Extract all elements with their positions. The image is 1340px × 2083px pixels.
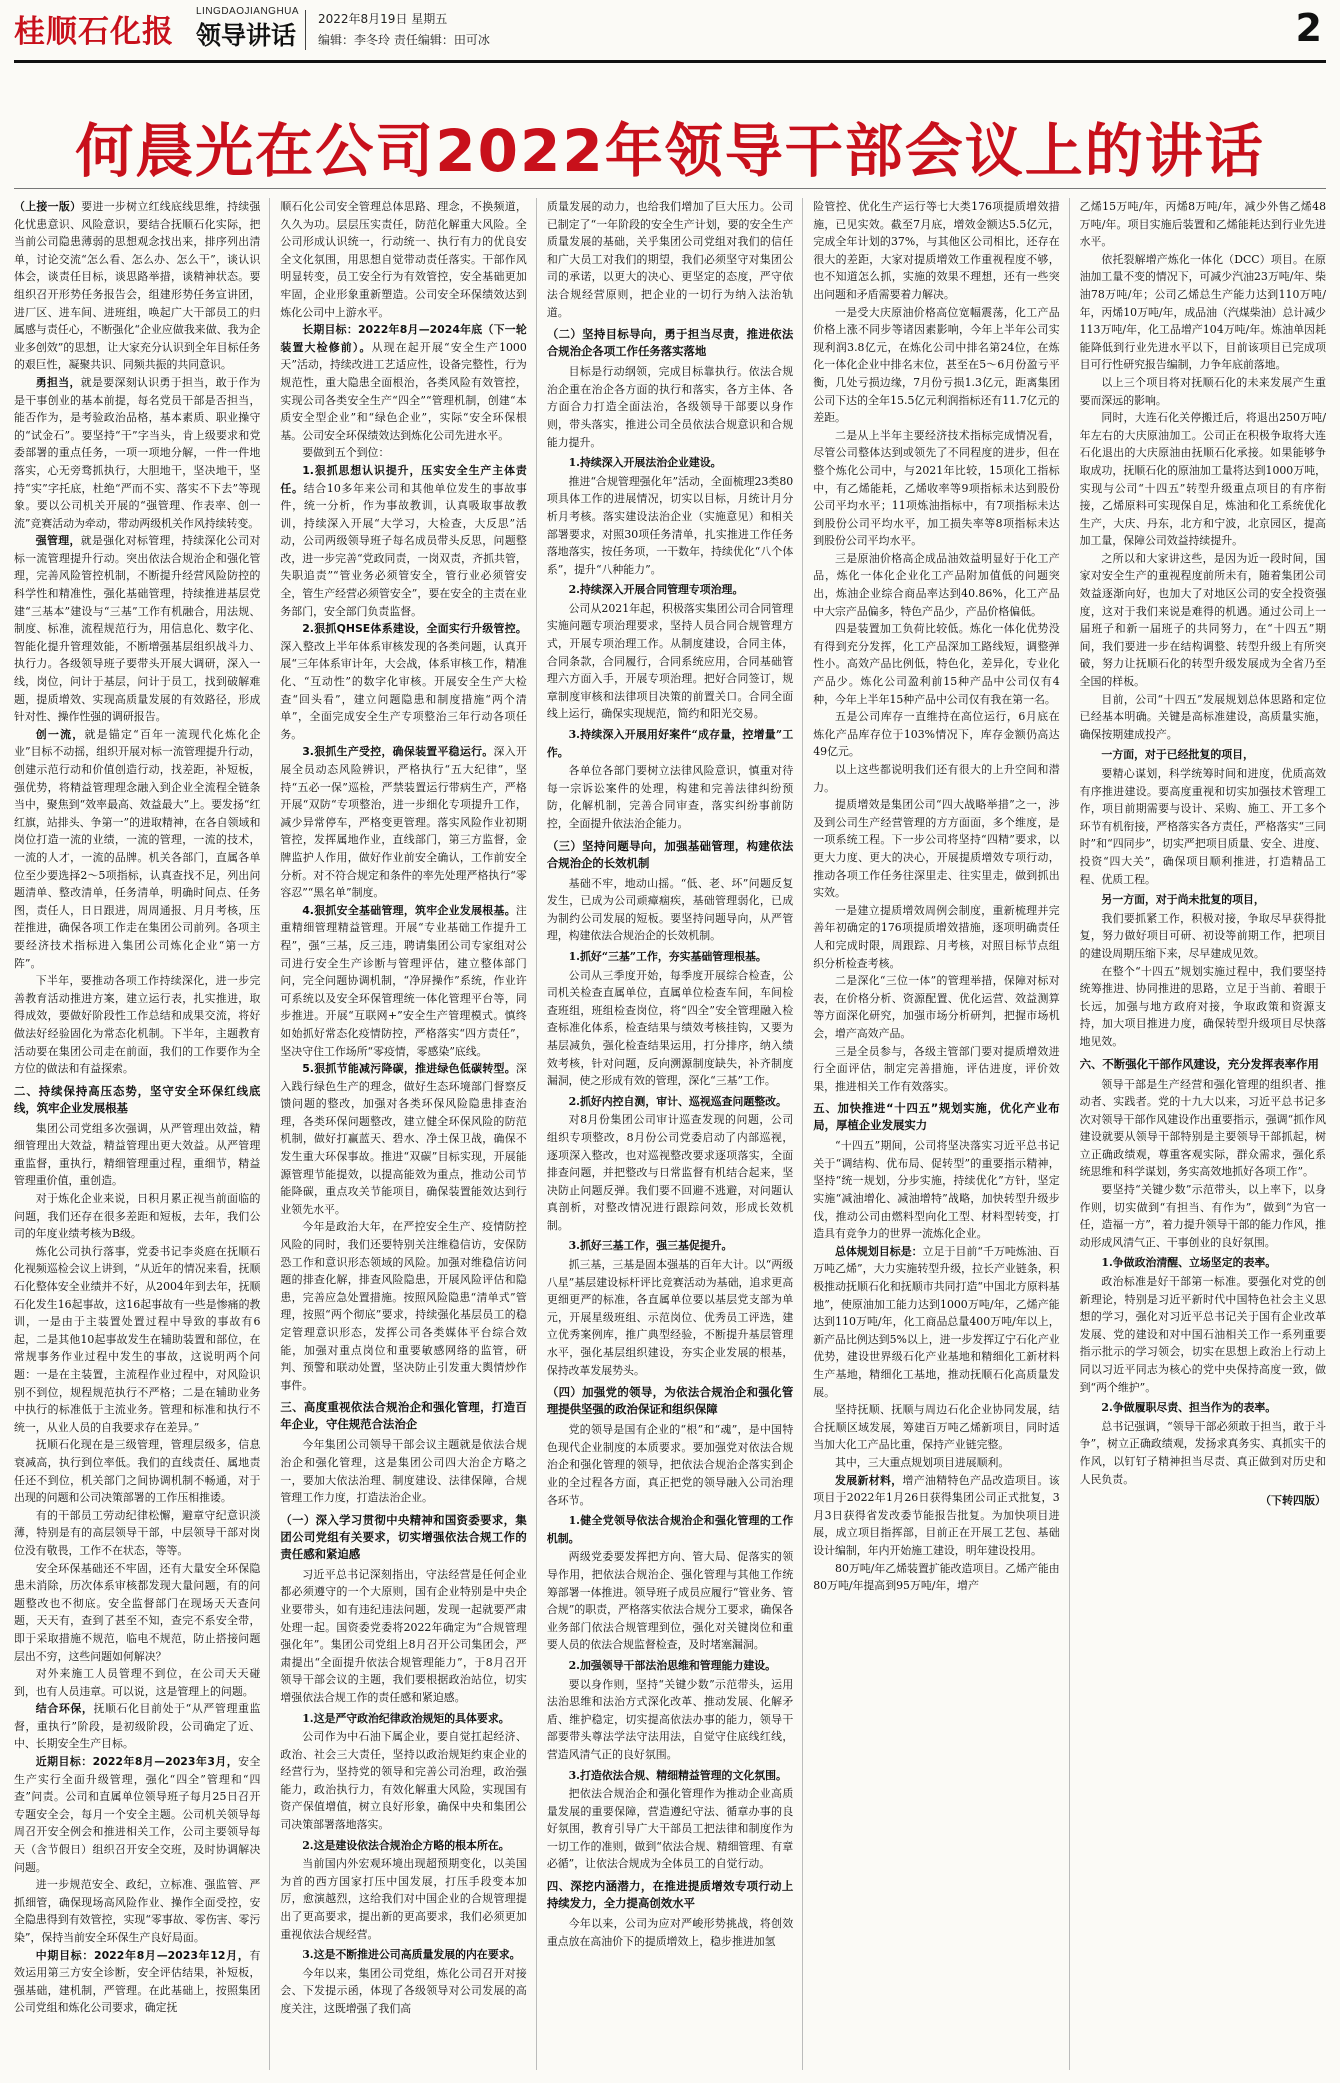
paragraph-text: 之所以和大家讲这些，是因为近一段时间，国家对安全生产的重视程度前所未有，随着集团公司效益逐渐向好，也加大了对地区公司的安全投资强度，这对于我们来说是难得的机遇。通过公司上一届班子和新一届班子的共同努力，在“十四五”期间，我们要进一步在结构调整、转型升级上有所突破，努力让抚顺石化的转型升级发展成为全省乃至全国的样板。 (1079, 551, 1327, 689)
paragraph-lead-label: 3.狠抓生产受控，确保装置平稳运行。 (302, 745, 494, 759)
paragraph-text: 要精心谋划，科学统筹时间和进度，优质高效有序推进建设。要高度重视和切实加强技术管理工作，项目前期需要与设计、采购、施工、开工多个环节有机衔接，严格落实各方责任，严格落实“三同时”和“四同步”，切实严把项目质量、安全、进度、投资“四大关”，确保项目顺利推进，打造精品工程、优质工程。 (1079, 767, 1327, 886)
paragraph (547, 473, 793, 579)
paragraph-text: 三是全员参与，各级主管部门要对提质增效进行全面评估，制定完善措施，评估进度，评价效果，推进相关工作有效落实。 (813, 1044, 1060, 1093)
paragraph-text: 把依法合规治企和强化管理作为推动企业高质量发展的重要保障，营造遵纪守法、循章办事的良好氛围，教育引导广大干部员工把法律和制度作为一切工作的准则，做到“依法合规、精细管理、有章必循”，让依法合规成为全体员工的自觉行动。 (546, 1787, 794, 1871)
subsection-heading: 1.抓好“三基”工作，夯实基础管理根基。 (568, 949, 767, 963)
paragraph (280, 321, 526, 444)
article-column-1 (14, 198, 270, 2070)
paragraph (547, 967, 793, 1090)
paragraph (1080, 910, 1326, 963)
paragraph-text: 进一步规范安全、政纪，立标准、强监管、严抓细管，确保现场高风险作业、操作全面受控，安全隐患得到有效管控，实现“零事故、零伤害、零污染”，保持当前安全环保生产良好局面。 (14, 1878, 261, 1944)
paragraph-text: 安全生产实行全面升级管理，强化“四全”管理和“四查”问责。公司和直属单位领导班子每月25日召开专题安全会，每月一个安全主题。公司机关领导每周召开安全例会和推进相关工作，公司主要领导每天（含节假日）组织召开安全交班，及时协调解决问题。 (14, 1755, 261, 1874)
paragraph (280, 1728, 526, 1834)
subsection-heading: 3.这是不断推进公司高质量发展的内在要求。 (302, 1948, 521, 1962)
paragraph (280, 1566, 526, 1707)
paragraph-lead-label: 创一流， (35, 727, 85, 741)
paragraph-text: 二是深化“三位一体”的管理举措，保障对标对表，在价格分析、资源配置、优化运营、效益测算等方面深化研究，加强市场分析研判，把握市场机会，增产高效产品。 (813, 974, 1060, 1040)
paragraph-text: 集团公司党组多次强调，从严管理出效益，精细管理出大效益，精益管理出更大效益。从严管理重监督，重执行，精细管理重过程，重细节，精益管理重价值，重创造。 (14, 1121, 261, 1188)
paragraph (14, 1876, 260, 1946)
paragraph-text: 今年以来，集团公司党组，炼化公司召开对接会、下发提示函，体现了各级领导对公司发展的高度关注，这既增强了我们高 (280, 1966, 527, 2015)
paragraph (813, 1454, 1059, 1472)
paragraph (547, 1548, 793, 1654)
paragraph-lead-label: 发展新材料， (835, 1473, 903, 1487)
paragraph-lead-label: 2.狠抓QHSE体系建设，全面实行升级管控。 (302, 622, 527, 636)
newspaper-name: 桂顺石化报 (14, 14, 174, 50)
paragraph-text: 质量发展的动力，也给我们增加了巨大压力。公司已制定了“一年阶段的安全生产计划，要的安全生产质量发展的基础，关乎集团公司党组对我们的信任和广大员工对我们的期望，我们必须坚守对集团公司的承诺，以更大的决心、更坚定的态度，严守依法合规经营原则，把企业的一切行为纳入法治轨道。 (546, 200, 794, 319)
subsection-heading: 3.持续深入开展用好案件“成存量，控增量”工作。 (546, 728, 794, 759)
paragraph-text: 公司从2021年起，积极落实集团公司合同管理实施问题专项治理要求，坚持人员合同合规管理方式，开展专项治理工作。从制度建设，合同主体，合同条款，合同履行，合同系统应用，合同基础管理六方面入手，开展专项治理。把好合同签订，规章制度审核和法律项目决策的前置关口。合同全面线上运行，确保实现规范，简约和阳光交易。 (546, 601, 794, 721)
paragraph-text: 四是装置加工负荷比较低。炼化一体化优势没有得到充分发挥，化工产品深加工路线短，调整弹性小。高效产品比例低，特色化，差异化，专业化产品少。炼化公司盈利前15种产品中公司仅有4种，今年上半年15种产品中公司仅有我在第一名。 (813, 622, 1060, 706)
paragraph (280, 1218, 526, 1394)
paragraph (280, 902, 526, 1060)
paragraph-text: 两级党委要发挥把方向、管大局、促落实的领导作用，把依法合规治企、强化管理与其他工作统筹部署一体推进。领导班子成员应履行“管业务、管合规”的职责，严格落实依法合规分工要求，确保各业务部门依法合规管理到位，强化对关键岗位和重要人员的依法合规监督检查，及时堵塞漏洞。 (546, 1550, 794, 1652)
paragraph (547, 1111, 793, 1234)
paragraph-text: 在整个“十四五”规划实施过程中，我们要坚持统筹推进、协同推进的思路，立足于当前、着眼于长远，加强与地方政府对接，争取政策和资源支持，加大项目推进力度，确保转型升级项目尽快落地见效。 (1079, 964, 1327, 1048)
paragraph (14, 1507, 260, 1560)
paragraph (547, 1676, 793, 1764)
paragraph-lead-label: 近期目标：2022年8月—2023年3月， (35, 1755, 239, 1769)
paragraph-text: 同时，大连石化关停搬迁后，将退出250万吨/年左右的大庆原油加工。公司正在积极争取将大连石化退出的大庆原油由抚顺石化承接。如果能够争取成功，抚顺石化的原油加工量将达到1000万吨，实现与公司“十四五”转型升级重点项目的有序衔接，乙烯原料可实现保自足，炼油和化工系统优化生产，大庆、丹东，北方和宁波，北京园区，提高加工量，保障公司效益持续提升。 (1079, 411, 1327, 548)
section-heading: （四）加强党的领导，为依法合规治企和强化管理提供坚强的政治保证和组织保障 (546, 1385, 794, 1417)
paragraph-lead-label: 1.狠抓思想认识提升，压实安全生产主体责任。 (280, 463, 527, 495)
section-divider (305, 10, 306, 50)
article-column-4 (813, 198, 1069, 2070)
subsection-heading: 1.健全党领导依法合规治企和强化管理的工作机制。 (546, 1514, 794, 1545)
paragraph (813, 761, 1059, 796)
article-column-3 (547, 198, 803, 2070)
paragraph-text: 要进一步树立红线底线思维，持续强化忧患意识、风险意识，要结合抚顺石化实际，把当前公司隐患薄弱的思想观念找出来，排序列出清单，讨论交流“怎么看、怎么办、怎么干”，谈认识体会，谈责任目标，谈思路举措，谈精神状态。要组织召开形势任务报告会，组建形势任务宣讲团，进厂区、进车间、进班组，唤起广大干部员工的归属感与责任心，不断强化“企业应做我来做、我为企业多创效”的思想，让大家充分认识到全年目标任务的艰巨性，凝聚共识、同频共振的共同意识。 (14, 200, 261, 372)
section-heading: 五、加快推进“十四五”规划实施，优化产业布局，厚植企业发展实力 (813, 1101, 1060, 1133)
paragraph (547, 1785, 793, 1873)
paragraph-text: “十四五”期间，公司将坚决落实习近平总书记关于“调结构、优布局、促转型”的重要指示精神，坚持“统一规划，分步实施，持续优化”方针，坚定实施“减油增化、减油增特”战略，加快转型升级步伐，推动公司由燃料型向化工型、材料型转变，打造具有竞争力的世界一流炼化企业。 (813, 1139, 1060, 1241)
paragraph (280, 444, 526, 462)
paragraph (547, 1915, 793, 1950)
paragraph (14, 1753, 260, 1876)
paragraph-text: 目标是行动纲领，完成目标靠执行。依法合规治企重在治企各方面的执行和落实，各方主体、各方面合力打造全面法治，各级领导干部要以身作则，带头落实，推进公司全员依法合规意识和合规能力提升。 (546, 365, 794, 449)
section-heading: （三）坚持问题导向，加强基础管理，构建依法合规治企的长效机制 (546, 838, 794, 870)
paragraph-text: 提质增效是集团公司“四大战略举措”之一，涉及到公司生产经营管理的方方面面，多个维度，是一项系统工程。下一步公司将坚持“四精”要求，以更大力度、更大的决心，开展提质增效专项行动，推动各项工作任务往深里走、往实里走，做到抓出实效。 (813, 798, 1060, 900)
masthead (0, 0, 1340, 62)
paragraph (14, 1190, 260, 1243)
subsection-heading: 2.持续深入开展合同管理专项治理。 (568, 583, 744, 597)
paragraph (1080, 550, 1326, 691)
paragraph-text: 对8月份集团公司审计巡查发现的问题，公司组织专项整改，8月份公司党委启动了内部巡视，逐项深入整改，也对巡视整改要求逐项落实，全面排查问题，并把整改与日常监督有机结合起来，坚决防止问题反弹。我们要不回避不逃避，对问题认真剖析，对整改情况进行跟踪问效，形成长效机制。 (546, 1113, 794, 1232)
paragraph-text: 顺石化公司安全管理总体思路、理念，不换频道，久久为功。层层压实责任，防范化解重大风险。全公司形成认识统一，行动统一、执行有力的优良安全文化氛围，用思想自觉带动责任落实。干部作风明显转变，员工安全行为有效管控，安全基础更加牢固，企业形象重新塑造。公司安全环保绩效达到炼化公司中上游水平。 (280, 200, 527, 319)
subsection-heading: 一方面，对于已经批复的项目， (1101, 748, 1254, 762)
subsection-heading: 3.打造依法合规、精细精益管理的文化氛围。 (568, 1768, 787, 1782)
paragraph-text: 安全环保基础还不牢固，还有大量安全环保隐患未消除，历次体系审核都发现大量问题，有的问题整改也不彻底。安全监督部门在现场天天查问题，天天有，查到了甚至不知，查完不系安全带，即于采取措施不规范，临电不规范，防止搭接问题层出不穷，这些问题如何解决？ (14, 1561, 261, 1663)
article-columns (14, 198, 1326, 2070)
paragraph-text: 下半年，要推动各项工作持续深化，进一步完善教育活动推进方案，建立运行表，扎实推进，取得成效，要做好阶段性工作总结和成果交流，将好做法好经验固化为常态化机制。下半年，主题教育活动要在集团公司走在前面，我们的工作要作为全方位的做法和有益探索。 (14, 974, 261, 1076)
paragraph (1080, 1181, 1326, 1251)
paragraph-text: 深入整改上半年体系审核发现的各类问题，认真开展“三年体系审计年，大会战，体系审核工作，精准化、“互动性”的数字化审核。开展安全生产大检查“回头看”，建立问题隐患和制度措施“两个清单”，全面完成安全生产专项整治三年行动各项任务。 (280, 639, 527, 741)
paragraph-text: 要以身作则，坚持“关键少数”示范带头，运用法治思维和法治方式深化改革、推动发展、化解矛盾、维护稳定，切实提高依法办事的能力，领导干部要带头尊法学法守法用法，自觉守住底线红线，营造风清气正的良好氛围。 (546, 1677, 794, 1761)
subsection-heading: 3.抓好三基工作，强三基促提升。 (568, 1239, 733, 1253)
masthead-rule (14, 60, 1326, 63)
paragraph-text: 总书记强调，“领导干部必须敢于担当，敢于斗争”，树立正确政绩观，发扬求真务实、真抓实干的作风，以钉钉子精神担当尽责、真正做到对历史和人民负责。 (1079, 1419, 1327, 1486)
paragraph-text: 各单位各部门要树立法律风险意识，慎重对待每一宗诉讼案件的处理，构建和完善法律纠纷预防，化解机制，完善合同审查，落实纠纷事前防控，全面提升依法治企能力。 (546, 764, 794, 830)
paragraph-text: 推进“合规管理强化年”活动，全面梳理23类80项具体工作的进展情况，切实以目标，月统计月分析月考核。落实建设法治企业（实施意见）和相关部署要求，对照30项任务清单，扎实推进工作任务落地落实，按任务项，一干数年，持续优化“八个体系”，提升“八种能力”。 (546, 474, 794, 576)
paragraph-text: 我们要抓紧工作，积极对接，争取尽早获得批复，努力做好项目可研、初设等前期工作，把项目的建设周期压缩下来，尽早建成见效。 (1079, 911, 1327, 960)
paragraph (813, 1243, 1059, 1401)
paragraph (280, 198, 526, 321)
paragraph (813, 796, 1059, 902)
paragraph (14, 1243, 260, 1437)
paragraph (813, 708, 1059, 761)
section-heading: （二）坚持目标导向，勇于担当尽责，推进依法合规治企各项工作任务落实落地 (546, 327, 794, 359)
paragraph-text: 习近平总书记深刻指出，守法经营是任何企业都必须遵守的一个大原则，国有企业特别是中央企业要带头，如有违纪违法问题，发现一起就要严肃处理一起。国资委党委将2022年确定为“合规管理强化年”。集团公司党组上8月召开公司集团会，严肃提出“全面提升依法合规管理能力”，于8月召开领导干部会议的主题，我们要根据政治站位，切实增强依法合规工作的责任感和紧迫感。 (280, 1567, 527, 1704)
paragraph-text: 要坚持“关键少数”示范带头，以上率下，以身作则，切实做到“有担当、有作为”，做到“为官一任，造福一方”，着力提升领导干部的能力作风，推动形成风清气正、干事创业的良好氛围。 (1079, 1183, 1327, 1249)
section-heading: 三、高度重视依法合规治企和强化管理，打造百年企业，守住规范合法治企 (280, 1400, 527, 1432)
paragraph-text: 对外来施工人员管理不到位，在公司天天碰到，也有人员违章。可以说，这是管理上的问题。 (14, 1667, 261, 1698)
paragraph (280, 1855, 526, 1943)
paragraph (280, 620, 526, 743)
paragraph (813, 198, 1059, 304)
paragraph-text: 三是原油价格高企成品油效益明显好于化工产品，炼化一体化企业化工产品附加值低的问题突出，炼油企业综合商品率达到40.86%，化工产品中大宗产品偏多，特色产品少，产品价格偏低。 (813, 551, 1060, 618)
paragraph-text: 五是公司库存一直维持在高位运行，6月底在炼化产品库存位于103%情况下，库存金额仍高达49亿元。 (813, 710, 1060, 759)
paragraph-lead-label: 中期目标：2022年8月—2023年12月， (35, 1948, 250, 1962)
paragraph-text: 基础不牢，地动山摇。“低、老、坏”问题反复发生，已成为公司顽瘴痼疾，基础管理弱化，已成为制约公司发展的短板。要坚持问题导向，从严管理，构建依法合规治企的长效机制。 (546, 876, 794, 943)
editor-credits: 编辑：李冬玲 责任编辑：田可冰 (318, 33, 490, 47)
paragraph (280, 1965, 526, 2018)
subsection-heading: 1.争做政治清醒、立场坚定的表率。 (1101, 1256, 1277, 1270)
paragraph-text: 党的领导是国有企业的“根”和“魂”，是中国特色现代企业制度的本质要求。要加强党对依法合规治企和强化管理的领导，把依法合规治企落实到企业的全过程各方面，真正把党的领导融入公司治理各环节。 (546, 1423, 794, 1507)
paragraph (1080, 198, 1326, 251)
paragraph-text: 今年是政治大年，在严控安全生产、疫情防控风险的同时，我们还要特别关注维稳信访，安保防恐工作和意识形态领域的风险。加强对维稳信访问题的排查化解，排查风险隐患，开展风险评估和隐患，完善应急处置措施。按照风险隐患“清单式”管理，按照“两个彻底”要求，持续强化基层员工的稳定管理意识形态，发挥公司各类媒体平台综合效能，加强对重点岗位和重要敏感网络的监管，研判、预警和联动处置，坚决防止引发重大舆情炒作事件。 (280, 1220, 527, 1392)
paragraph (547, 1256, 793, 1379)
paragraph-text: 依托裂解增产炼化一体化（DCC）项目。在原油加工量不变的情况下，可减少汽油23万吨/年、柴油78万吨/年；公司乙烯总生产能力达到110万吨/年，丙烯10万吨/年，成品油（汽煤柴油）总计减少113万吨/年，化工品增产104万吨/年。炼油单因耗能降低到行业先进水平以下，目前该项目已完成项目可行性研究报告编制，力争年底前落地。 (1079, 252, 1327, 372)
subsection-heading: 1.持续深入开展法治企业建设。 (568, 456, 722, 470)
paragraph (1080, 409, 1326, 550)
paragraph-text: 对于炼化企业来说，日积月累正视当前面临的问题，我们还存在很多差距和短板，去年，我们公司的年度业绩考核为B级。 (14, 1192, 261, 1241)
paragraph-text: 炼化公司执行落事，党委书记李炎庭在抚顺石化视频巡检会议上讲到，“从近年的情况来看，抚顺石化整体安全业绩并不好，从2004年到去年，抚顺石化发生16起事故，这16起事故有一些是惨痛的教训，一是由于主装置处置过程中导致的事故有6起，二是其他10起事故发生在辅助装置和部位，在常规事务作业过程中发生的事故，这说明两个问题：一是在主装置，主流程作业过程中，对风险识别不到位，规程规范执行不严格；二是在辅助业务中执行的标准低于主流业务。管理和标准和执行不统一，从业人员的自我要求存在差异。” (14, 1244, 261, 1434)
paragraph (14, 1120, 260, 1190)
paragraph (813, 1043, 1059, 1096)
issue-date: 2022年8月19日 星期五 (318, 12, 448, 26)
paragraph (280, 743, 526, 901)
paragraph-text: 深入开展全员动态风险辨识，严格执行“五大纪律”，坚持“五必一保”巡检，严禁装置运行带病生产，严格开展“双防“专项整治，进一步细化专项提升工作，减少异常停车，严格变更管理。落实风险作业初期管控，发挥属地作业，直线部门，第三方监督，金牌监护人作用，做好作业前安全确认，工作前安全分析。对不符合规定和条件的率先处理严格执行“零容忍”“黑名单”制度。 (280, 745, 527, 900)
paragraph (14, 1665, 260, 1700)
section-heading: 六、不断强化干部作风建设，充分发挥表率作用 (1079, 1056, 1319, 1071)
paragraph-text: 一是建立提质增效周例会制度，重新梳理并完善年初确定的176项提质增效措施，逐项明确责任人和完成时限，周跟踪、月考核，对照目标节点组织分析检查考核。 (813, 903, 1060, 970)
article-column-2 (280, 198, 536, 2070)
section-title: 领导讲话 (196, 21, 297, 50)
section-heading: （一）深入学习贯彻中央精神和国资委要求，集团公司党组有关要求，切实增强依法合规工作的责任感和紧迫感 (280, 1512, 527, 1561)
paragraph-text: 抓三基，三基是固本强基的百年大计。以“两级八星”基层建设标杆评比竞赛活动为基础，追求更高更细更严的标准，各直属单位要以基层党支部为单元，开展星级班组、示范岗位、优秀员工评选，建立优秀案例库，推广典型经验，不断提升基层管理水平，强化基层组织建设，夯实企业发展的根基，保持改革发展势头。 (546, 1258, 794, 1377)
paragraph-text: 增产油精特色产品改造项目。该项目于2022年1月26日获得集团公司正式批复，3月3日获得省发改委节能报告批复。为加快项目进展，成立项目指挥部，目前正在开展工艺包、基础设计编制，年内开始施工建设，明年建设投用。 (813, 1473, 1060, 1557)
paragraph-text: 注重精细管理精益管理。开展“专业基础工作提升工程”，强“三基，反三违，聘请集团公司专家组对公司进行安全生产诊断与管理评估，建立整体部门问，完全问题协调机制，“净屏操作”系统，作业许可系统以及安全环保管理统一体化管理平台等，同步推进。开展“互联网+”安全生产管理模式。慎终如始抓好常态化疫情防控，严格落实“四方责任”，坚决守住工作场所“零疫情，零感染”底线。 (280, 903, 527, 1058)
paragraph (813, 972, 1059, 1042)
paragraph-text: 80万吨/年乙烯装置扩能改造项目。乙烯产能由80万吨/年提高到95万吨/年，增产 (813, 1561, 1060, 1593)
paragraph (1080, 963, 1326, 1051)
paragraph (813, 427, 1059, 550)
subsection-heading: 另一方面，对于尚未批复的项目， (1101, 893, 1265, 907)
paragraph-text: 有的干部员工劳动纪律松懈，避章守纪意识淡薄，特别是有的高层领导干部，中层领导干部对岗位没有敬畏，工作不在状态，等等。 (14, 1508, 261, 1557)
paragraph-text: 公司作为中石油下属企业，要自觉扛起经济、政治、社会三大责任，坚持以政治规矩约束企业的经营行为，坚持党的领导和完善公司治理，政治强能力，政治执行力，有效化解重大风险，实现国有资产保值增值，树立良好形象，确保中央和集团公司决策部署落地落实。 (280, 1730, 527, 1832)
subsection-heading: 2.抓好内控自测，审计、巡视巡查问题整改。 (568, 1094, 787, 1108)
continued-note: （下转四版） (1260, 1494, 1327, 1508)
paragraph (280, 1060, 526, 1218)
paragraph-text: 以上这些都说明我们还有很大的上升空间和潜力。 (813, 763, 1060, 794)
paragraph-text: 抚顺石化目前处于“从严管理重监督，重执行”阶段，是初级阶段，公司确定了近、中、长期安全生产目标。 (14, 1702, 261, 1751)
section-pinyin: LINGDAOJIANGHUA (196, 6, 300, 17)
paragraph-text: 二是从上半年主要经济技术指标完成情况看，尽管公司整体达到或领先了不同程度的进步，但在整个炼化公司中，与2021年比较，15项化工指标中，有乙烯能耗，乙烯收率等9项指标未达到股份公司平均水平；11项炼油指标中，有7项指标未达到股份公司平均水平，加工损失率等8项指标未达到股份公司平均水平。 (813, 428, 1060, 548)
paragraph-text: 就是锚定“百年一流现代化炼化企业”目标不动摇，组织开展对标一流管理提升行动，创建示范行动和价值创造行动，找差距，补短板，强优势，将精益管理理念融入到企业全流程全链条当中，聚焦到“效率最高、效益最大”上。要发扬“红红旗，站排头、争第一”的进取精神，在各自领域和岗位打造一流的业绩，一流的管理，一流的技术，一流的人才，一流的品牌。机关各部门，直属各单位至少要选择2～5项指标，认真查找不足，列出问题清单、整改清单，任务清单，明确时间点、任务图，责任人，日日跟进，周周通报、月月考核，压茬推进，确保各项工作走在集团公司前列。各项主要经济技术指标进入集团公司炼化企业“第一方阵”。 (14, 727, 261, 970)
paragraph-text: 从现在起开展“安全生产1000天”活动，持续改进工艺适应性，设备完整性，行为规范性，重大隐患全面根治，各类风险有效管控，实现公司各类安全生产“四全”“管理机制，创建“本质安全型企业”和“绿色企业”，实际“安全环保根基。公司安全环保绩效达到炼化公司先进水平。 (280, 340, 527, 442)
paragraph (1080, 1273, 1326, 1396)
paragraph-text: 当前国内外宏观环境出现超预期变化，以美国为首的西方国家打压中国发展，打压手段变本加厉，愈演越烈，这给我们对中国企业的合规管理提出了更高要求，提出新的更高要求，我们必须更加重视依法合规经营。 (280, 1857, 527, 1941)
paragraph (1080, 1076, 1326, 1182)
paragraph (14, 532, 260, 726)
paragraph (547, 1421, 793, 1509)
paragraph (813, 620, 1059, 708)
paragraph (280, 1436, 526, 1506)
paragraph (1080, 1418, 1326, 1488)
paragraph-text: 要做到五个到位： (302, 446, 390, 460)
section-block (196, 6, 299, 52)
paragraph (1080, 691, 1326, 744)
paragraph (14, 972, 260, 1078)
subsection-heading: 1.这是严守政治纪律政治规矩的具体要求。 (302, 1711, 510, 1725)
paragraph (547, 600, 793, 723)
paragraph-text: 其中，三大重点规划项目进展顺利。 (835, 1455, 1010, 1469)
paragraph (547, 762, 793, 832)
paragraph (813, 902, 1059, 972)
paragraph (14, 726, 260, 972)
paragraph (14, 1700, 260, 1753)
subsection-heading: 2.这是建设依法合规治企方略的根本所在。 (302, 1838, 510, 1852)
paragraph (1080, 251, 1326, 374)
paragraph (813, 304, 1059, 427)
paragraph-text: 立足于目前“千万吨炼油、百万吨乙烯”，大力实施转型升级，拉长产业链条，积极推动抚顺石化和抚顺市共同打造“中国北方原料基地”，使原油加工能力达到1000万吨/年，乙烯产能达到110万吨/年，化工商品总量400万吨/年以上，新产品比例达到5%以上，进一步发挥辽宁石化产业优势，建设世界级石化产业基地和精细化工新材料生产基地，精细化工基地，推动抚顺石化高质量发展。 (813, 1244, 1060, 1399)
paragraph (813, 1401, 1059, 1454)
paragraph (547, 198, 793, 321)
paragraph (14, 374, 260, 532)
paragraph (813, 550, 1059, 620)
paragraph-text: 今年集团公司领导干部会议主题就是依法合规治企和强化管理，这是集团公司四大治企方略之一，要加大依法治理、制度建设、法律保障，合规管理工作力度，打造法治企业。 (280, 1438, 527, 1505)
paragraph-text: 险管控、优化生产运行等七大类176项提质增效措施，已见实效。截至7月底，增效金额达5.5亿元，完成全年计划的37%，与其他区公司相比，还存在很大的差距，大家对提质增效工作重视程度不够，也不知道怎么抓，实施的效果不理想，还有一些突出问题和矛盾需要着力解决。 (813, 200, 1060, 301)
paragraph-text: 今年以来，公司为应对严峻形势挑战，将创效重点放在高油价下的提质增效上，稳步推进加氢 (546, 1917, 794, 1948)
paragraph (14, 1560, 260, 1666)
paragraph (547, 875, 793, 945)
paragraph (1080, 765, 1326, 888)
paragraph (280, 462, 526, 620)
section-heading: 二、持续保持高压态势，坚守安全环保红线底线，筑牢企业发展根基 (14, 1083, 261, 1115)
subsection-heading: 2.加强领导干部法治思维和管理能力建设。 (568, 1658, 777, 1672)
paragraph-lead-label: 长期目标：2022年8月—2024年底（下一轮装置大检修前）。 (280, 323, 527, 354)
paragraph-text: 政治标准是好干部第一标准。要强化对党的创新理论，特别是习近平新时代中国特色社会主义思想的学习，强化对习近平总书记关于国有企业改革发展、党的建设和对中国石油相关工作一系列重要指示批示的学习领会，切实在思想上政治上行动上同以习近平同志为核心的党中央保持高度一致，做到“两个维护”。 (1079, 1275, 1327, 1394)
paragraph-text: 公司从三季度开始，每季度开展综合检查，公司机关检查直属单位，直属单位检查车间，车间检查班组，班组检查岗位，将“四全”安全管理融入检查标准化体系，检查结果与绩效考核挂钩，又要为基层减负，强化检查结果运用，打分排序，纳入绩效考核，针对问题，反向溯源制度缺失，补齐制度漏洞，使之形成有效的管理，深化“三基”工作。 (546, 968, 794, 1088)
paragraph (14, 1947, 260, 2017)
paragraph-lead-label: 勇担当， (35, 375, 81, 389)
paragraph (813, 1472, 1059, 1560)
paragraph-text: 就是强化对标管理，持续深化公司对标一流管理提升行动。突出依法合规治企和强化管理，完善风险管控机制，不断提升经营风险防控的科学性和精准性，强化基础管理，持续推进基层党建“三基本”建设与“三基”工作有机融合，用法规、制度、标准，流程规范行为，用信息化、数字化、智能化提升管理效能，不断增强基层组织战斗力、执行力。各级领导班子要带头开展大调研，深入一线，岗位，问计于基层，问计于员工，找到破解难题，提质增效、实现高质量发展的有效路径，形成针对性、操作性强的调研报告。 (14, 534, 261, 724)
paragraph-lead-label: 4.狠抓安全基础管理，筑牢企业发展根基。 (302, 903, 516, 917)
section-heading: 四、深挖内涵潜力，在推进提质增效专项行动上持续发力，全力提高创效水平 (546, 1879, 794, 1911)
paragraph (813, 1560, 1059, 1595)
paragraph-text: 就是要深刻认识勇于担当，敢于作为是干事创业的基本前提，每名党员干部是否担当，能否作为，是考验政治品格，基本素质、职业操守的“试金石”。要坚持“干”字当头，肯上级要求和党委部署的重点任务，一项一项地分解，一件一件地落实，心无旁骛抓执行，大胆地干，坚决地干，坚持“实”字托底，杜绝“严而不实、落实不下去”等现象。要以公司机关开展的“强管理、作表率、创一流”竞赛活动为牵动，带动两级机关作风持续转变。 (14, 375, 261, 530)
paragraph (14, 1436, 260, 1506)
paragraph-text: 目前，公司“十四五”发展规划总体思路和定位已经基本明确。关键是高标准建设，高质量实施，确保按期建成投产。 (1079, 692, 1327, 741)
paragraph (547, 363, 793, 451)
paragraph-text: 一是受大庆原油价格高位宽幅震荡，化工产品价格上涨不同步等诸因素影响，今年上半年公司实现利润3.8亿元，在炼化公司中排名第24位，在炼化一体化企业中排名末位，甚至在5～6月份盈亏平衡，几处亏损边缘，7月份亏损1.3亿元，距离集团公司下达的全年15.5亿元利润指标还有11.7亿元的差距。 (813, 305, 1060, 425)
article-column-5 (1080, 198, 1326, 2070)
paragraph (14, 198, 260, 374)
headline-rule (14, 188, 1326, 189)
paragraph-text: 以上三个项目将对抚顺石化的未来发展产生重要而深远的影响。 (1079, 375, 1327, 407)
paragraph-lead-label: 强管理， (35, 534, 81, 548)
paragraph-text: 结合10多年来公司和其他单位发生的事故事件，统一分析，作为事故教训，认真吸取事故教训，持续深入开展“大学习，大检查，大反思”活动，公司两级领导班子每名成员带头反思，问题整改，进一步完善“党政同责，一岗双责，齐抓共管，失职追责”“管业务必须管安全，管行业必须管安全，管生产经营必须管安全”，要在安全的主责在业务部门，安全部门负责监督。 (280, 481, 527, 618)
article-headline: 何晨光在公司2022年领导干部会议上的讲话 (75, 117, 1265, 185)
paragraph-text: 深入践行绿色生产的理念，做好生态环境部门督察反馈问题的整改，加强对各类环保风险隐患排查治理，各类环保问题整改，建立健全环保风险的防范机制，做好打赢蓝天、碧水、净土保卫战，确保不发生重大环保事故。推进“双碳”目标实现，开展能源管理节能提效，以提高能效为重点，推动公司节能降碳，重点攻关节能项目，确保装置能效达到行业领先水平。 (280, 1062, 527, 1216)
paragraph-lead-label: 总体规划目标是： (835, 1244, 923, 1258)
paragraph (1080, 374, 1326, 409)
paragraph (813, 1137, 1059, 1243)
paragraph-text: 坚持抚顺、抚顺与周边石化企业协同发展，结合抚顺区域发展，筹建百万吨乙烯新项目，同时适当加大化工产品比重，保持产业链完整。 (813, 1403, 1060, 1452)
page-number: 2 (1295, 6, 1322, 50)
paragraph-lead-label: （上接一版） (14, 200, 82, 213)
paragraph-text: 领导干部是生产经营和强化管理的组织者、推动者、实践者。党的十九大以来，习近平总书记多次对领导干部作风建设作出重要指示，强调“抓作风建设就要从领导干部特别是主要领导干部抓起，树立正确政绩观，尊重客观实际，群众需求，强化系统思维和科学谋划，务实高效地抓好各项工作”。 (1079, 1077, 1327, 1179)
paragraph-text: 乙烯15万吨/年，丙烯8万吨/年，减少外售乙烯48万吨/年。项目实施后装置和乙烯能耗达到行业先进水平。 (1079, 200, 1327, 249)
subsection-heading: 2.争做履职尽责、担当作为的表率。 (1101, 1401, 1277, 1415)
paragraph-text: 有效运用第三方安全诊断，安全评估结果，补短板，强基础，建机制，严管理。在此基础上，按照集团公司党组和炼化公司要求，确定抚 (14, 1948, 261, 2015)
paragraph-lead-label: 5.狠抓节能减污降碳，推进绿色低碳转型。 (302, 1062, 516, 1076)
paragraph-lead-label: 结合环保， (35, 1702, 94, 1716)
paragraph-text: 抚顺石化现在是三级管理，管理层级多，信息衰减高，执行到位率低。我们的直线责任、属地责任还不到位，机关部门之间协调机制不畅通，对于出现的问题和公司决策部署的工作压相推诿。 (14, 1438, 261, 1505)
